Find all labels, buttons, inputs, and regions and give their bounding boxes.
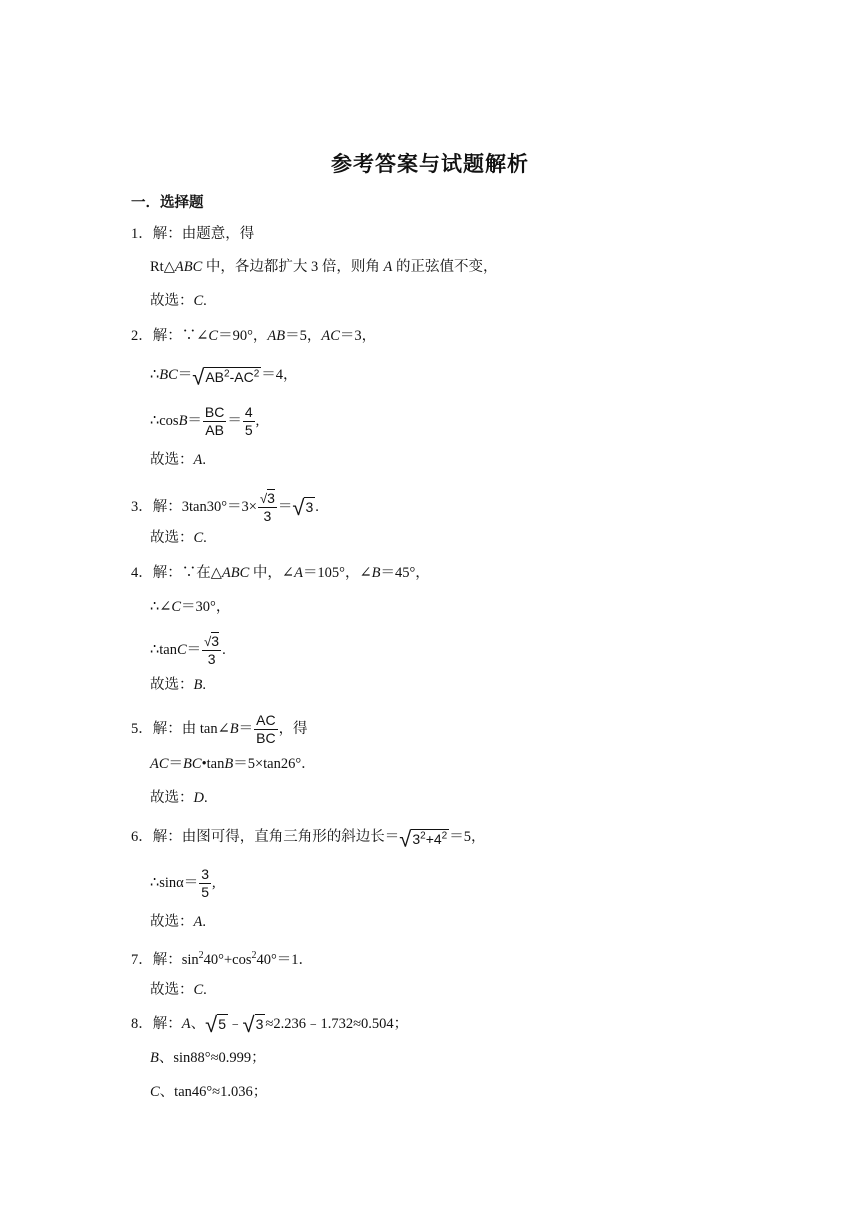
answer-5-choice: 故选：D.	[150, 790, 208, 806]
answer-4: 4．解：∵在△ABC 中，∠A＝105°，∠B＝45°，	[131, 565, 430, 581]
answer-2: 2．解：∵∠C＝90°，AB＝5，AC＝3，	[131, 328, 377, 344]
answer-4-choice: 故选：B.	[150, 677, 206, 693]
section-heading: 一．选择题	[131, 195, 204, 211]
answer-1-choice: 故选：C.	[150, 293, 207, 309]
answer-3-choice: 故选：C.	[150, 530, 207, 546]
answer-7-choice: 故选：C.	[150, 982, 207, 998]
answer-4-line-3: ∴tanC＝ $\frac{√3}{3}$ .	[150, 633, 226, 667]
answer-2-line-3: ∴cosB＝ $\frac{BC}{AB}$ ＝ $\frac{4}{5}$ ,	[150, 404, 260, 438]
answer-6-choice: 故选：A.	[150, 914, 206, 930]
answer-1-line-2: Rt△ABC 中，各边都扩大 3 倍，则角 A 的正弦值不变，	[150, 259, 498, 275]
answer-6: 6．解：由图可得，直角三角形的斜边长$=√3^2+4^2 =5$，	[131, 826, 486, 852]
answer-8-line-b: B、sin88°≈0.999；	[150, 1050, 266, 1066]
answer-5-line-2: AC＝BC•tanB＝5×tan26°．	[150, 756, 316, 772]
answer-8-line-c: C、tan46°≈1.036；	[150, 1084, 268, 1100]
answer-6-line-2: ∴sinα＝ $\frac{3}{5}$ ,	[150, 866, 216, 900]
answer-4-line-2: ∴∠C＝30°，	[150, 599, 231, 615]
answer-2-line-2: $\therefore BC=√AB^2-AC^2 =4$，	[150, 364, 298, 390]
answer-3: 3．解：3tan30°＝3× $\frac{√3}{3}$ ＝√3 .	[131, 490, 319, 524]
answer-5: 5．解：由 tan∠B＝ $\frac{AC}{BC}$ ，得	[131, 712, 308, 746]
page-title: 参考答案与试题解析	[331, 152, 529, 176]
answer-1: 1．解：由题意，得	[131, 226, 255, 242]
answer-2-choice: 故选：A.	[150, 452, 206, 468]
answer-7: 7．解：$\sin^240^\circ+\cos^240^\circ=1$．	[131, 950, 314, 968]
answer-8: 8．解：A、√5 ﹣√3 ≈2.236﹣1.732≈0.504；	[131, 1012, 409, 1038]
